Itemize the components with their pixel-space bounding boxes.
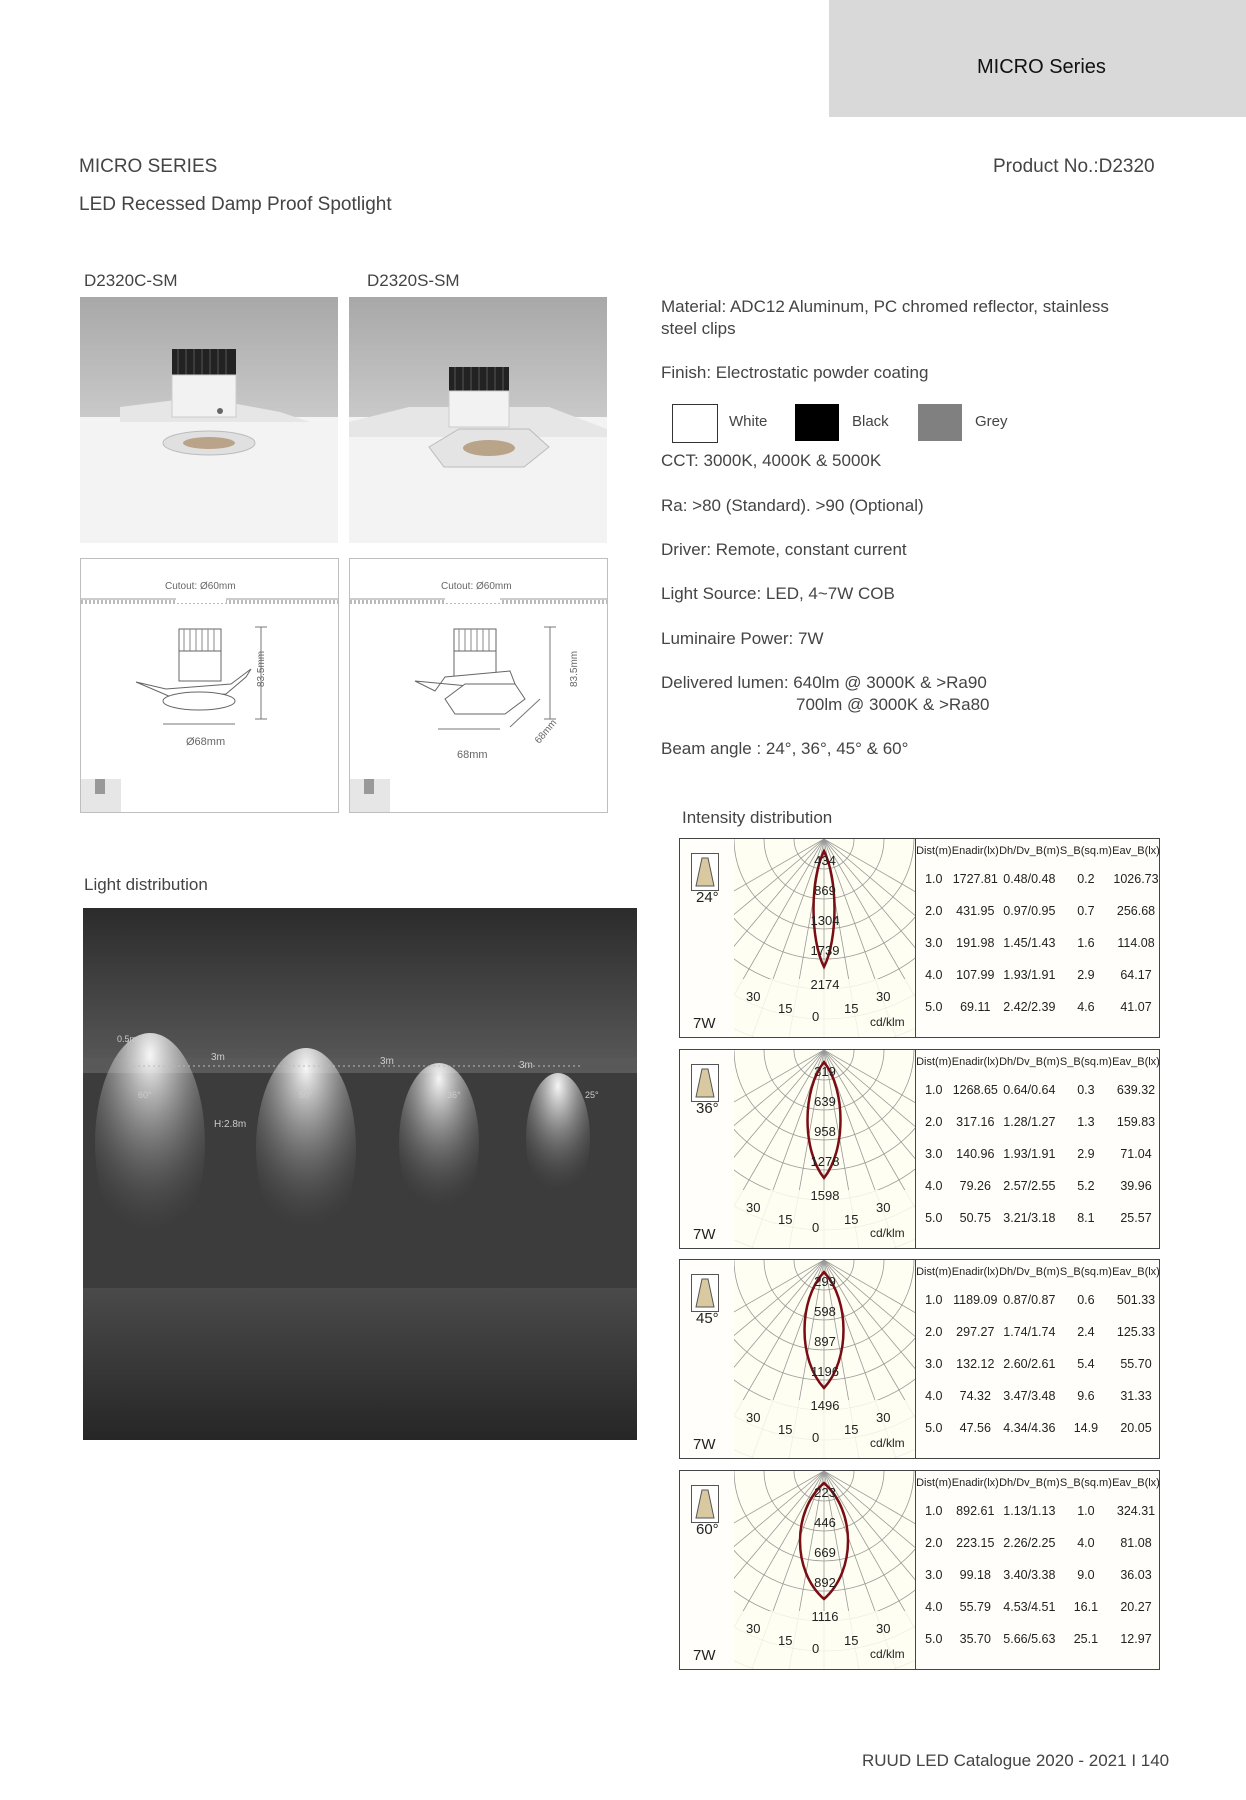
- table-cell: 4.0: [925, 1600, 943, 1614]
- angle-label-50: 50°: [299, 1090, 313, 1100]
- table-cell: 20.05: [1120, 1421, 1152, 1435]
- table-cell: 1.13/1.13: [1003, 1504, 1056, 1518]
- table-header: Eav_B(lx): [1112, 1056, 1160, 1068]
- table-cell: 64.17: [1120, 968, 1152, 982]
- intensity-panel: [679, 1259, 1160, 1459]
- polar-value: 223: [814, 1485, 836, 1500]
- table-header: Dh/Dv_B(m): [999, 1477, 1060, 1489]
- table-cell: 159.83: [1116, 1115, 1156, 1129]
- product-photo-round: [80, 297, 338, 543]
- polar-value: 1304: [810, 913, 840, 928]
- polar-angle-label: 15: [844, 1001, 859, 1016]
- table-cell: 3.47/3.48: [1003, 1389, 1056, 1403]
- table-cell: 47.56: [959, 1421, 991, 1435]
- table-cell: 1.28/1.27: [1003, 1115, 1056, 1129]
- polar-value: 2174: [810, 977, 840, 992]
- intensity-table: [915, 1260, 1160, 1458]
- swatch-grey: [918, 404, 962, 441]
- table-cell: 0.7: [1077, 904, 1095, 918]
- table-cell: 2.0: [925, 1536, 943, 1550]
- table-cell: 25.57: [1120, 1211, 1152, 1225]
- table-cell: 2.60/2.61: [1003, 1357, 1056, 1371]
- spacing-label-2: 3m: [380, 1056, 394, 1067]
- table-cell: 25.1: [1073, 1632, 1099, 1646]
- table-cell: 1.3: [1077, 1115, 1095, 1129]
- table-cell: 35.70: [959, 1632, 991, 1646]
- table-cell: 2.9: [1077, 968, 1095, 982]
- table-cell: 2.42/2.39: [1003, 1000, 1056, 1014]
- table-header: Eav_B(lx): [1112, 1266, 1160, 1278]
- polar-value: 897: [814, 1334, 836, 1349]
- table-cell: 4.6: [1077, 1000, 1095, 1014]
- table-cell: 107.99: [956, 968, 995, 982]
- table-header: S_B(sq.m): [1059, 1477, 1112, 1489]
- polar-value: 1496: [810, 1398, 840, 1413]
- table-row: [916, 1380, 1160, 1412]
- table-header: Enadir(lx): [951, 1056, 999, 1068]
- model-label-c: D2320C-SM: [84, 271, 178, 290]
- polar-value: 1116: [811, 1609, 839, 1624]
- intensity-table: [915, 839, 1160, 1037]
- table-cell: 4.0: [925, 1389, 943, 1403]
- table-cell: 2.9: [1077, 1147, 1095, 1161]
- table-header: Eav_B(lx): [1112, 845, 1160, 857]
- table-cell: 5.2: [1077, 1179, 1095, 1193]
- table-cell: 256.68: [1116, 904, 1156, 918]
- polar-value: 1196: [811, 1364, 839, 1379]
- table-cell: 5.0: [925, 1421, 943, 1435]
- width-label-c: Ø68mm: [186, 736, 226, 748]
- table-header: Dist(m): [916, 845, 952, 857]
- table-cell: 1.0: [1077, 1504, 1095, 1518]
- table-cell: 3.21/3.18: [1003, 1211, 1056, 1225]
- swatch-white-label: White: [729, 413, 768, 430]
- table-cell: 20.27: [1120, 1600, 1152, 1614]
- polar-value: 319: [814, 1064, 836, 1079]
- polar-angle-label: 30: [876, 1621, 891, 1636]
- table-row: [916, 1623, 1160, 1655]
- table-cell: 639.32: [1116, 1083, 1156, 1097]
- watt-label: 7W: [693, 1226, 716, 1243]
- polar-angle-label: 15: [844, 1633, 859, 1648]
- intensity-panel: [679, 838, 1160, 1038]
- table-cell: 431.95: [956, 904, 995, 918]
- table-cell: 2.57/2.55: [1003, 1179, 1056, 1193]
- table-cell: 4.0: [1077, 1536, 1095, 1550]
- table-cell: 41.07: [1120, 1000, 1152, 1014]
- swatch-grey-label: Grey: [975, 413, 1008, 430]
- watt-label: 7W: [693, 1436, 716, 1453]
- polar-value: 434: [814, 853, 836, 868]
- table-row: [916, 927, 1160, 959]
- table-row: [916, 1106, 1160, 1138]
- spec-material: Material: ADC12 Aluminum, PC chromed reflector, stainless steel clips: [661, 297, 1109, 338]
- table-header: Dist(m): [916, 1056, 952, 1068]
- intensity-panel: [679, 1049, 1160, 1249]
- polar-angle-label: 0: [812, 1430, 820, 1445]
- table-cell: 31.33: [1120, 1389, 1152, 1403]
- table-cell: 501.33: [1116, 1293, 1156, 1307]
- spec-cct: CCT: 3000K, 4000K & 5000K: [661, 451, 882, 470]
- swatch-black: [795, 404, 839, 441]
- polar-value: 869: [814, 883, 836, 898]
- table-cell: 55.70: [1120, 1357, 1152, 1371]
- table-header: Eav_B(lx): [1112, 1477, 1160, 1489]
- beam-icon: [691, 1064, 719, 1102]
- table-row: [916, 1591, 1160, 1623]
- polar-angle-label: 15: [844, 1212, 859, 1227]
- height-label: H:2.8m: [214, 1119, 247, 1130]
- product-subtitle: LED Recessed Damp Proof Spotlight: [79, 194, 392, 215]
- swatch-black-label: Black: [852, 413, 889, 430]
- table-cell: 12.97: [1120, 1632, 1152, 1646]
- table-cell: 1.0: [925, 1083, 943, 1097]
- polar-angle-label: 30: [876, 1200, 891, 1215]
- polar-angle-label: 15: [844, 1422, 859, 1437]
- table-cell: 5.0: [925, 1000, 943, 1014]
- light-distribution-label: Light distribution: [84, 875, 208, 894]
- table-header: Enadir(lx): [951, 845, 999, 857]
- polar-value: 446: [814, 1515, 836, 1530]
- table-cell: 0.3: [1077, 1083, 1095, 1097]
- table-cell: 1026.73: [1113, 872, 1159, 886]
- spacing-label-3: 3m: [519, 1060, 533, 1071]
- spec-power: Luminaire Power: 7W: [661, 629, 824, 648]
- table-cell: 1189.09: [953, 1293, 998, 1307]
- polar-angle-label: 15: [778, 1633, 793, 1648]
- spec-light-source: Light Source: LED, 4~7W COB: [661, 584, 895, 603]
- polar-angle-label: 0: [812, 1641, 820, 1656]
- polar-angle-label: 30: [876, 989, 891, 1004]
- table-cell: 0.97/0.95: [1003, 904, 1056, 918]
- table-cell: 3.0: [925, 1357, 943, 1371]
- table-cell: 99.18: [959, 1568, 991, 1582]
- polar-diagram: [734, 1050, 915, 1248]
- table-row: [916, 1495, 1160, 1527]
- intensity-table: [915, 1471, 1160, 1669]
- depth-label-s: 68mm: [533, 717, 560, 747]
- table-cell: 39.96: [1120, 1179, 1152, 1193]
- beam-icon: [691, 1485, 719, 1523]
- table-cell: 4.0: [925, 968, 943, 982]
- beam-angle-label: 60°: [696, 1521, 719, 1538]
- product-photo-square: [349, 297, 607, 543]
- table-header: Dh/Dv_B(m): [999, 1056, 1060, 1068]
- table-cell: 5.4: [1077, 1357, 1095, 1371]
- polar-value: 299: [814, 1274, 836, 1289]
- polar-diagram: [734, 1471, 915, 1669]
- table-row: [916, 1559, 1160, 1591]
- table-cell: 317.16: [956, 1115, 995, 1129]
- polar-diagram: [734, 839, 915, 1037]
- light-distribution-render: [83, 908, 637, 1440]
- polar-value: 669: [814, 1545, 836, 1560]
- table-cell: 81.08: [1120, 1536, 1152, 1550]
- spec-lumen-2: 700lm @ 3000K & >Ra80: [796, 695, 990, 714]
- intensity-panel: [679, 1470, 1160, 1670]
- table-row: [916, 1202, 1160, 1234]
- polar-value: 892: [814, 1575, 836, 1590]
- table-cell: 0.2: [1077, 872, 1095, 886]
- table-cell: 5.0: [925, 1211, 943, 1225]
- beam-icon: [691, 853, 719, 891]
- table-cell: 8.1: [1077, 1211, 1095, 1225]
- table-cell: 3.0: [925, 1568, 943, 1582]
- table-cell: 79.26: [959, 1179, 991, 1193]
- series-title: MICRO SERIES: [79, 156, 218, 177]
- polar-value: 598: [814, 1304, 836, 1319]
- table-header: Enadir(lx): [951, 1266, 999, 1278]
- table-header: Dh/Dv_B(m): [999, 1266, 1060, 1278]
- table-cell: 71.04: [1120, 1147, 1152, 1161]
- table-cell: 1.93/1.91: [1003, 1147, 1056, 1161]
- polar-angle-label: 15: [778, 1422, 793, 1437]
- table-cell: 2.0: [925, 1325, 943, 1339]
- table-row: [916, 895, 1160, 927]
- table-cell: 324.31: [1116, 1504, 1156, 1518]
- table-row: [916, 863, 1160, 895]
- table-row: [916, 1527, 1160, 1559]
- polar-value: 1598: [810, 1188, 840, 1203]
- technical-drawing-round: [80, 558, 339, 813]
- table-cell: 1.45/1.43: [1003, 936, 1056, 950]
- table-cell: 0.64/0.64: [1003, 1083, 1056, 1097]
- table-cell: 3.40/3.38: [1003, 1568, 1056, 1582]
- table-cell: 55.79: [959, 1600, 991, 1614]
- table-cell: 125.33: [1116, 1325, 1156, 1339]
- watt-label: 7W: [693, 1015, 716, 1032]
- top-mark-label: 0.5m: [117, 1034, 138, 1044]
- table-cell: 1.93/1.91: [1003, 968, 1056, 982]
- table-cell: 9.0: [1077, 1568, 1095, 1582]
- table-cell: 1.74/1.74: [1003, 1325, 1056, 1339]
- table-cell: 4.0: [925, 1179, 943, 1193]
- table-cell: 0.87/0.87: [1003, 1293, 1056, 1307]
- polar-angle-label: 30: [746, 989, 761, 1004]
- table-cell: 4.53/4.51: [1003, 1600, 1056, 1614]
- table-row: [916, 959, 1160, 991]
- table-row: [916, 1284, 1160, 1316]
- polar-unit-label: cd/klm: [870, 1647, 905, 1661]
- table-cell: 140.96: [956, 1147, 995, 1161]
- polar-value: 958: [814, 1124, 836, 1139]
- cutout-label-c: Cutout: Ø60mm: [165, 581, 236, 592]
- table-cell: 132.12: [956, 1357, 995, 1371]
- table-row: [916, 1138, 1160, 1170]
- table-row: [916, 1316, 1160, 1348]
- table-header: Enadir(lx): [951, 1477, 999, 1489]
- product-number: Product No.:D2320: [993, 156, 1155, 177]
- footer-text: RUUD LED Catalogue 2020 - 2021 I 140: [862, 1751, 1170, 1770]
- table-header: S_B(sq.m): [1059, 1056, 1112, 1068]
- table-cell: 2.4: [1077, 1325, 1095, 1339]
- polar-diagram: [734, 1260, 915, 1458]
- polar-unit-label: cd/klm: [870, 1015, 905, 1029]
- spacing-label-1: 3m: [211, 1052, 225, 1063]
- polar-angle-label: 15: [778, 1212, 793, 1227]
- polar-unit-label: cd/klm: [870, 1226, 905, 1240]
- table-cell: 1.0: [925, 1504, 943, 1518]
- height-label-s: 83.5mm: [569, 650, 580, 687]
- intensity-table: [915, 1050, 1160, 1248]
- table-cell: 4.34/4.36: [1003, 1421, 1056, 1435]
- table-cell: 69.11: [960, 1000, 991, 1014]
- table-row: [916, 1348, 1160, 1380]
- spec-ra: Ra: >80 (Standard). >90 (Optional): [661, 496, 924, 515]
- polar-angle-label: 15: [778, 1001, 793, 1016]
- angle-label-36: 36°: [447, 1090, 461, 1100]
- width-label-s: 68mm: [457, 749, 488, 761]
- table-cell: 1727.81: [952, 872, 998, 886]
- swatch-white: [672, 404, 718, 443]
- watt-label: 7W: [693, 1647, 716, 1664]
- table-cell: 5.66/5.63: [1003, 1632, 1056, 1646]
- series-tab: [829, 0, 1246, 117]
- table-cell: 14.9: [1073, 1421, 1099, 1435]
- beam-angle-label: 36°: [696, 1100, 719, 1117]
- table-cell: 0.48/0.48: [1003, 872, 1056, 886]
- spec-finish: Finish: Electrostatic powder coating: [661, 363, 929, 382]
- series-tab-label: MICRO Series: [977, 56, 1106, 78]
- polar-angle-label: 0: [812, 1220, 820, 1235]
- table-cell: 1.0: [925, 1293, 943, 1307]
- polar-angle-label: 30: [746, 1200, 761, 1215]
- polar-value: 1739: [810, 943, 840, 958]
- table-cell: 2.0: [925, 1115, 943, 1129]
- table-header: S_B(sq.m): [1059, 845, 1112, 857]
- table-cell: 36.03: [1120, 1568, 1152, 1582]
- table-cell: 50.75: [959, 1211, 991, 1225]
- model-label-s: D2320S-SM: [367, 271, 460, 290]
- table-cell: 2.0: [925, 904, 943, 918]
- table-header: S_B(sq.m): [1059, 1266, 1112, 1278]
- table-header: Dist(m): [916, 1266, 952, 1278]
- table-cell: 0.6: [1077, 1293, 1095, 1307]
- polar-unit-label: cd/klm: [870, 1436, 905, 1450]
- beam-angle-label: 24°: [696, 889, 719, 906]
- table-cell: 1268.65: [952, 1083, 998, 1097]
- angle-label-60: 60°: [138, 1090, 152, 1100]
- intensity-distribution-label: Intensity distribution: [682, 808, 833, 827]
- table-row: [916, 1412, 1160, 1444]
- cutout-label-s: Cutout: Ø60mm: [441, 581, 512, 592]
- height-label-c: 83.5mm: [256, 650, 267, 687]
- table-cell: 9.6: [1077, 1389, 1095, 1403]
- beam-angle-label: 45°: [696, 1310, 719, 1327]
- beam-icon: [691, 1274, 719, 1312]
- table-cell: 74.32: [959, 1389, 991, 1403]
- table-cell: 1.6: [1077, 936, 1095, 950]
- polar-angle-label: 30: [746, 1621, 761, 1636]
- angle-label-25: 25°: [585, 1090, 599, 1100]
- polar-angle-label: 30: [876, 1410, 891, 1425]
- spec-driver: Driver: Remote, constant current: [661, 540, 907, 559]
- table-cell: 2.26/2.25: [1003, 1536, 1056, 1550]
- table-cell: 892.61: [956, 1504, 995, 1518]
- spec-lumen-1: Delivered lumen: 640lm @ 3000K & >Ra90: [661, 673, 987, 692]
- table-row: [916, 991, 1160, 1023]
- technical-drawing-square: [349, 558, 608, 813]
- table-cell: 114.08: [1117, 936, 1155, 950]
- table-cell: 297.27: [956, 1325, 995, 1339]
- table-cell: 1.0: [925, 872, 943, 886]
- table-row: [916, 1170, 1160, 1202]
- table-row: [916, 1074, 1160, 1106]
- table-cell: 3.0: [925, 936, 943, 950]
- polar-value: 1278: [810, 1154, 840, 1169]
- table-cell: 191.98: [956, 936, 995, 950]
- polar-angle-label: 30: [746, 1410, 761, 1425]
- table-cell: 223.15: [956, 1536, 995, 1550]
- polar-angle-label: 0: [812, 1009, 820, 1024]
- table-cell: 3.0: [925, 1147, 943, 1161]
- spec-beam: Beam angle : 24°, 36°, 45° & 60°: [661, 739, 909, 758]
- table-cell: 16.1: [1073, 1600, 1099, 1614]
- table-header: Dh/Dv_B(m): [999, 845, 1060, 857]
- table-header: Dist(m): [916, 1477, 952, 1489]
- table-cell: 5.0: [925, 1632, 943, 1646]
- polar-value: 639: [814, 1094, 836, 1109]
